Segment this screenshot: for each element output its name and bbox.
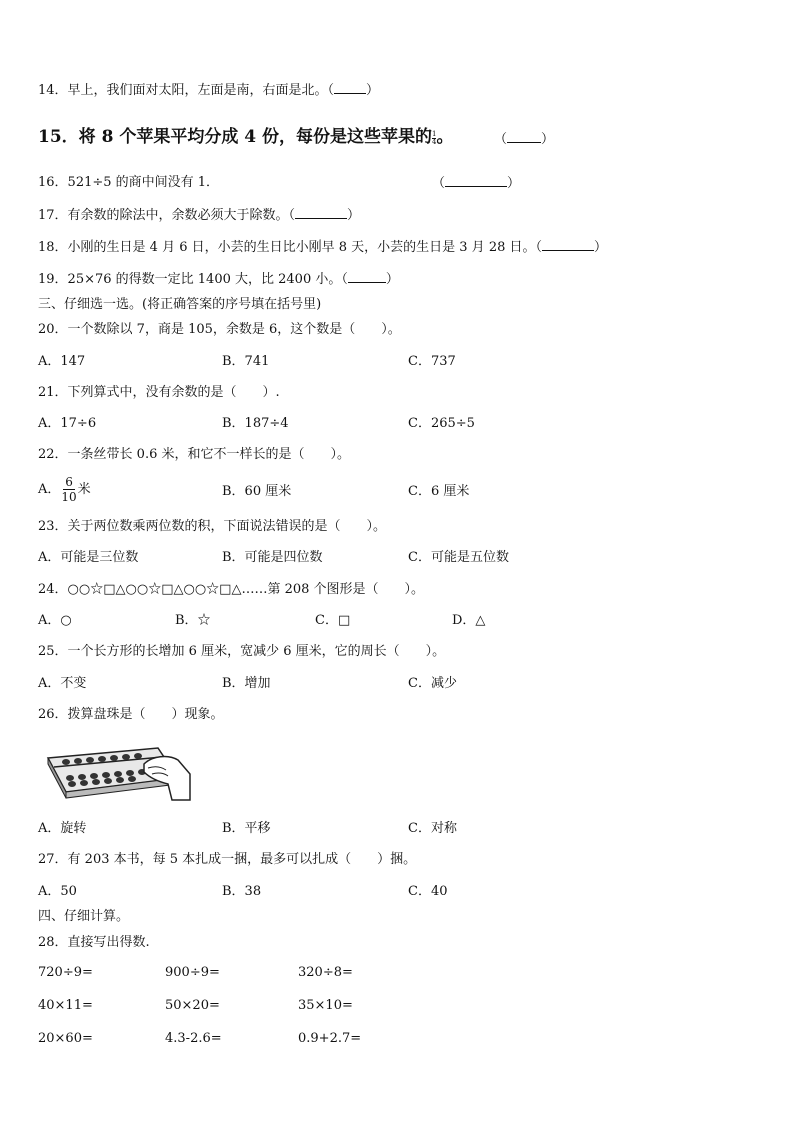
question-18-text: 18．小刚的生日是 4 月 6 日，小芸的生日比小刚早 8 天，小芸的生日是 3 月 28 日。（ bbox=[38, 240, 542, 255]
option-c[interactable]: C．□ bbox=[315, 613, 351, 628]
option-a[interactable]: A．17÷6 bbox=[38, 416, 97, 431]
option-a[interactable]: A．不变 bbox=[38, 676, 87, 691]
option-b[interactable]: B．可能是四位数 bbox=[222, 550, 323, 565]
question-20: 20．一个数除以 7，商是 105，余数是 6，这个数是（ ）。 bbox=[38, 322, 401, 337]
calc-item: 40×11= bbox=[38, 998, 93, 1013]
question-16 bbox=[38, 174, 219, 192]
question-21: 21．下列算式中，没有余数的是（ ）. bbox=[38, 385, 280, 400]
option-b[interactable]: B．187÷4 bbox=[222, 416, 289, 431]
question-25: 25．一个长方形的长增加 6 厘米，宽减少 6 厘米，它的周长（ ）。 bbox=[38, 644, 446, 659]
option-c[interactable]: C．对称 bbox=[408, 821, 457, 836]
option-b[interactable]: B．增加 bbox=[222, 676, 271, 691]
option-a[interactable]: A．○ bbox=[38, 613, 72, 628]
paren-close: ） bbox=[366, 83, 380, 98]
answer-blank[interactable] bbox=[542, 238, 594, 251]
answer-blank[interactable] bbox=[334, 81, 366, 94]
calc-item: 900÷9= bbox=[165, 965, 220, 980]
fraction: $\frac{6}{10}$ bbox=[61, 475, 77, 504]
calc-item: 35×10= bbox=[298, 998, 353, 1013]
section-3-heading: 三、仔细选一选。(将正确答案的序号填在括号里) bbox=[38, 297, 322, 312]
calc-item: 50×20= bbox=[165, 998, 220, 1013]
question-24: 24．○○☆□△○○☆□△○○☆□△……第 208 个图形是（ ）。 bbox=[38, 582, 425, 597]
option-a[interactable]: A．旋转 bbox=[38, 821, 87, 836]
option-c[interactable]: C．6 厘米 bbox=[408, 484, 470, 499]
question-28: 28．直接写出得数. bbox=[38, 935, 150, 950]
period: 。 bbox=[436, 127, 454, 147]
option-b[interactable]: B．38 bbox=[222, 884, 262, 899]
question-17-text: 17．有余数的除法中，余数必须大于除数。（ bbox=[38, 208, 296, 223]
question-23: 23．关于两位数乘两位数的积，下面说法错误的是（ ）。 bbox=[38, 519, 387, 534]
question-17: 17．有余数的除法中，余数必须大于除数。（ ） bbox=[38, 208, 361, 223]
option-a[interactable]: A．可能是三位数 bbox=[38, 550, 139, 565]
option-b[interactable]: B．60 厘米 bbox=[222, 484, 292, 499]
calc-item: 20×60= bbox=[38, 1031, 93, 1046]
question-15-paren: （ ） bbox=[494, 132, 555, 147]
question-14 bbox=[38, 81, 379, 100]
option-b[interactable]: B．平移 bbox=[222, 821, 271, 836]
question-27: 27．有 203 本书，每 5 本扎成一捆，最多可以扎成（ ）捆。 bbox=[38, 852, 417, 867]
answer-blank[interactable] bbox=[507, 130, 541, 143]
option-a[interactable]: A． $\frac{6}{10}$ 米 bbox=[38, 475, 91, 504]
calc-item: 320÷8= bbox=[298, 965, 353, 980]
option-a[interactable]: A．50 bbox=[38, 884, 77, 899]
calc-item: 0.9+2.7= bbox=[298, 1031, 362, 1046]
question-14-text: 14．早上，我们面对太阳，左面是南，右面是北。（ bbox=[38, 83, 335, 98]
option-b[interactable]: B．741 bbox=[222, 354, 270, 369]
option-c[interactable]: C．40 bbox=[408, 884, 448, 899]
question-19-text: 19．25×76 的得数一定比 1400 大，比 2400 小。（ bbox=[38, 272, 348, 287]
option-a[interactable]: A．147 bbox=[38, 354, 86, 369]
question-26: 26．拨算盘珠是（ ）现象。 bbox=[38, 707, 224, 722]
answer-blank[interactable] bbox=[295, 206, 347, 219]
option-c[interactable]: C．265÷5 bbox=[408, 416, 475, 431]
question-15 bbox=[38, 126, 453, 148]
option-c[interactable]: C．可能是五位数 bbox=[408, 550, 509, 565]
section-4-heading: 四、仔细计算。 bbox=[38, 909, 130, 924]
answer-blank[interactable] bbox=[445, 174, 507, 187]
option-d[interactable]: D．△ bbox=[452, 613, 486, 628]
question-22: 22．一条丝带长 0.6 米，和它不一样长的是（ ）。 bbox=[38, 447, 350, 462]
calc-item: 4.3-2.6= bbox=[165, 1031, 222, 1046]
option-c[interactable]: C．737 bbox=[408, 354, 456, 369]
calc-item: 720÷9= bbox=[38, 965, 93, 980]
question-19: 19．25×76 的得数一定比 1400 大，比 2400 小。（ ） bbox=[38, 272, 399, 287]
question-18: 18．小刚的生日是 4 月 6 日，小芸的生日比小刚早 8 天，小芸的生日是 3 月 28 日。（ ） bbox=[38, 240, 608, 255]
abacus-hand-image bbox=[40, 738, 192, 802]
question-16-paren: （ ） bbox=[432, 176, 521, 191]
question-15-text: 15．将 8 个苹果平均分成 4 份，每份是这些苹果的 bbox=[38, 127, 432, 147]
question-16-text: 16．521÷5 的商中间没有 1． bbox=[38, 175, 220, 190]
answer-blank[interactable] bbox=[348, 270, 386, 283]
option-b[interactable]: B．☆ bbox=[175, 613, 211, 628]
fraction: $\frac{1}{4}$ bbox=[432, 130, 437, 146]
option-c[interactable]: C．减少 bbox=[408, 676, 457, 691]
